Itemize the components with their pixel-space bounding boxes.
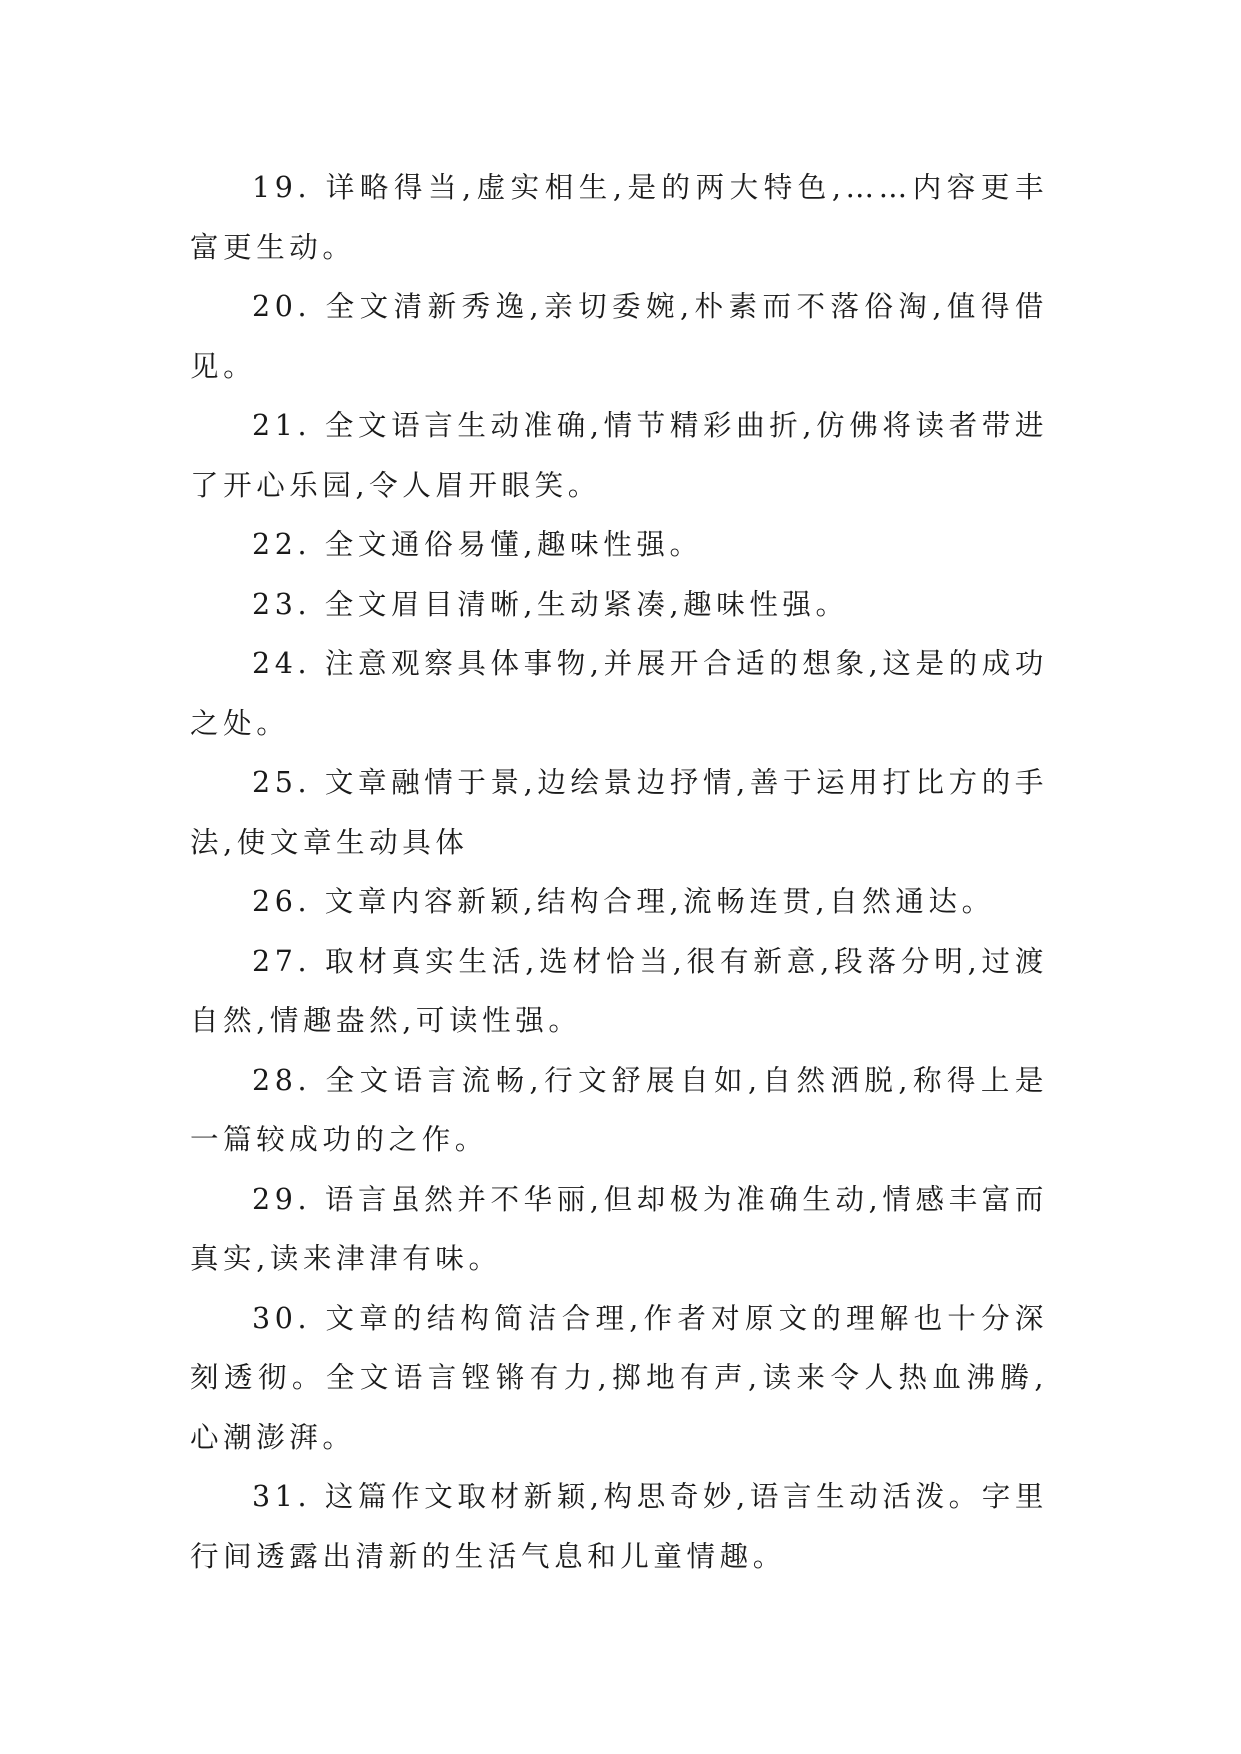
- item-text: 文章的结构简洁合理,作者对原文的理解也十分深刻透彻。全文语言铿锵有力,掷地有声,读来令人热血沸腾,心潮澎湃。: [190, 1301, 1048, 1454]
- list-item: [190, 575, 1048, 635]
- item-text: 这篇作文取材新颖,构思奇妙,语言生动活泼。字里行间透露出清新的生活气息和儿童情趣。: [190, 1480, 1048, 1573]
- item-number: 25.: [252, 766, 312, 799]
- item-text: 全文语言流畅,行文舒展自如,自然洒脱,称得上是一篇较成功的之作。: [190, 1063, 1048, 1156]
- comment-list: [190, 158, 1048, 1586]
- list-item: [190, 634, 1048, 753]
- item-number: 22.: [252, 528, 312, 561]
- item-text: 全文语言生动准确,情节精彩曲折,仿佛将读者带进了开心乐园,令人眉开眼笑。: [190, 409, 1048, 502]
- list-item: [190, 396, 1048, 515]
- item-number: 24.: [252, 647, 312, 680]
- list-item: [190, 872, 1048, 932]
- list-item: [190, 1289, 1048, 1468]
- list-item: [190, 932, 1048, 1051]
- item-text: 文章内容新颖,结构合理,流畅连贯,自然通达。: [324, 885, 995, 918]
- item-number: 26.: [252, 885, 312, 918]
- item-number: 28.: [252, 1063, 312, 1097]
- item-text: 详略得当,虚实相生,是的两大特色,……内容更丰富更生动。: [190, 171, 1048, 264]
- item-number: 19.: [252, 171, 312, 204]
- list-item: [190, 1467, 1048, 1586]
- item-number: 29.: [252, 1182, 312, 1216]
- list-item: [190, 158, 1048, 277]
- item-text: 全文眉目清晰,生动紧凑,趣味性强。: [324, 587, 849, 621]
- item-text: 取材真实生活,选材恰当,很有新意,段落分明,过渡自然,情趣盎然,可读性强。: [190, 944, 1048, 1037]
- item-number: 31.: [252, 1480, 312, 1513]
- item-text: 文章融情于景,边绘景边抒情,善于运用打比方的手法,使文章生动具体: [190, 766, 1048, 859]
- list-item: [190, 277, 1048, 396]
- item-number: 20.: [252, 290, 312, 323]
- list-item: [190, 1051, 1048, 1170]
- item-text: 语言虽然并不华丽,但却极为准确生动,情感丰富而真实,读来津津有味。: [190, 1182, 1048, 1275]
- item-text: 全文清新秀逸,亲切委婉,朴素而不落俗淘,值得借见。: [190, 290, 1048, 383]
- item-number: 23.: [252, 587, 312, 621]
- list-item: [190, 515, 1048, 575]
- list-item: [190, 753, 1048, 872]
- item-number: 30.: [252, 1301, 312, 1335]
- item-text: 注意观察具体事物,并展开合适的想象,这是的成功之处。: [190, 647, 1048, 740]
- item-number: 27.: [252, 944, 312, 978]
- item-number: 21.: [252, 409, 312, 442]
- item-text: 全文通俗易懂,趣味性强。: [324, 528, 703, 561]
- list-item: [190, 1170, 1048, 1289]
